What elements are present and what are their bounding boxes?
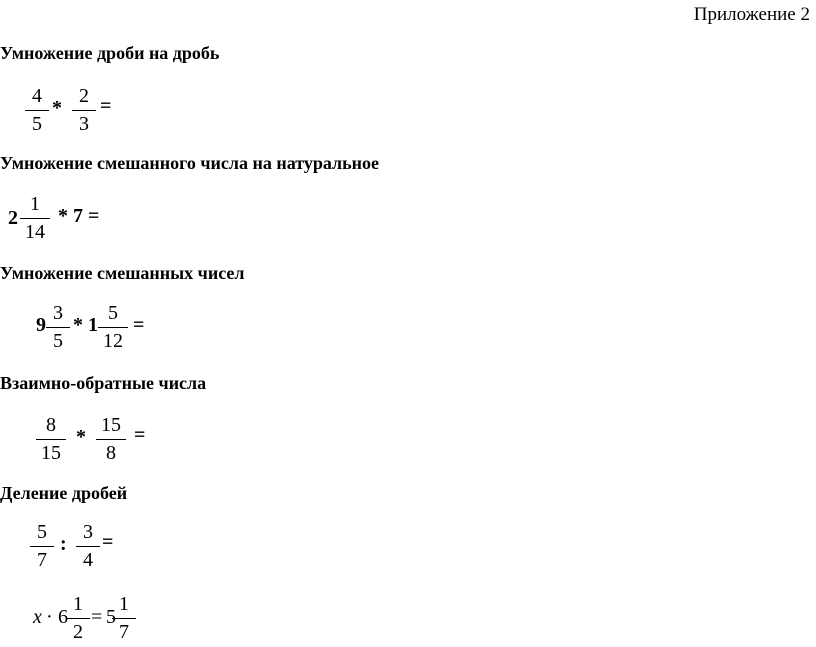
numerator: 5 bbox=[37, 521, 47, 543]
denominator: 14 bbox=[25, 221, 45, 243]
fraction bbox=[30, 521, 54, 571]
fraction-bar bbox=[66, 618, 90, 619]
denominator: 5 bbox=[32, 113, 42, 135]
whole-part: 5 bbox=[106, 606, 116, 628]
fraction bbox=[112, 593, 136, 643]
numerator: 8 bbox=[46, 414, 56, 436]
section-heading-mixed-by-natural: Умножение смешанного числа на натуральное bbox=[0, 153, 379, 173]
equals-sign: = bbox=[134, 424, 146, 446]
numerator: 3 bbox=[83, 521, 93, 543]
equals-sign: = bbox=[133, 314, 145, 336]
fraction bbox=[36, 414, 66, 464]
fraction-bar bbox=[72, 110, 96, 111]
section-heading-reciprocals: Взаимно-обратные числа bbox=[0, 373, 207, 393]
denominator: 2 bbox=[73, 621, 83, 643]
multiply-by-seven-expression: * 7 = bbox=[58, 205, 100, 227]
whole-part: 2 bbox=[8, 207, 18, 229]
section-heading-fraction-by-fraction: Умножение дроби на дробь bbox=[0, 43, 220, 63]
fraction-bar bbox=[112, 618, 136, 619]
fraction-bar bbox=[96, 439, 126, 440]
fraction bbox=[76, 521, 100, 571]
fraction-bar bbox=[76, 546, 100, 547]
numerator: 1 bbox=[30, 193, 40, 215]
multiplication-dot: · bbox=[46, 606, 53, 628]
denominator: 5 bbox=[53, 330, 63, 352]
fraction bbox=[20, 193, 50, 243]
variable-x: x bbox=[33, 606, 42, 628]
fraction bbox=[25, 85, 49, 135]
fraction bbox=[96, 414, 126, 464]
equals-sign: = bbox=[100, 95, 112, 117]
denominator: 7 bbox=[37, 549, 47, 571]
fraction-bar bbox=[36, 439, 66, 440]
numerator: 15 bbox=[101, 414, 121, 436]
denominator: 4 bbox=[83, 549, 93, 571]
numerator: 3 bbox=[53, 302, 63, 324]
denominator: 3 bbox=[79, 113, 89, 135]
section-heading-fraction-division: Деление дробей bbox=[0, 483, 128, 503]
fraction-bar bbox=[98, 327, 128, 328]
fraction-bar bbox=[25, 110, 49, 111]
equals-sign: = bbox=[91, 606, 103, 628]
denominator: 8 bbox=[106, 442, 116, 464]
denominator: 7 bbox=[119, 621, 129, 643]
denominator: 12 bbox=[103, 330, 123, 352]
division-sign: : bbox=[60, 533, 67, 555]
fraction bbox=[46, 302, 70, 352]
fraction bbox=[72, 85, 96, 135]
numerator: 1 bbox=[73, 593, 83, 615]
fraction bbox=[98, 302, 128, 352]
whole-part: 9 bbox=[36, 314, 46, 336]
fraction-bar bbox=[30, 546, 54, 547]
fraction-bar bbox=[20, 218, 50, 219]
multiply-sign: * bbox=[73, 314, 83, 336]
multiply-sign: * bbox=[76, 426, 86, 448]
numerator: 4 bbox=[32, 85, 42, 107]
numerator: 5 bbox=[108, 302, 118, 324]
whole-part: 1 bbox=[88, 314, 98, 336]
fraction bbox=[66, 593, 90, 643]
appendix-label: Приложение 2 bbox=[693, 4, 810, 25]
numerator: 1 bbox=[119, 593, 129, 615]
whole-part: 6 bbox=[58, 606, 68, 628]
equals-sign: = bbox=[102, 531, 114, 553]
denominator: 15 bbox=[41, 442, 61, 464]
multiply-sign: * bbox=[52, 97, 62, 119]
fraction-bar bbox=[46, 327, 70, 328]
section-heading-mixed-numbers: Умножение смешанных чисел bbox=[0, 263, 245, 283]
numerator: 2 bbox=[79, 85, 89, 107]
